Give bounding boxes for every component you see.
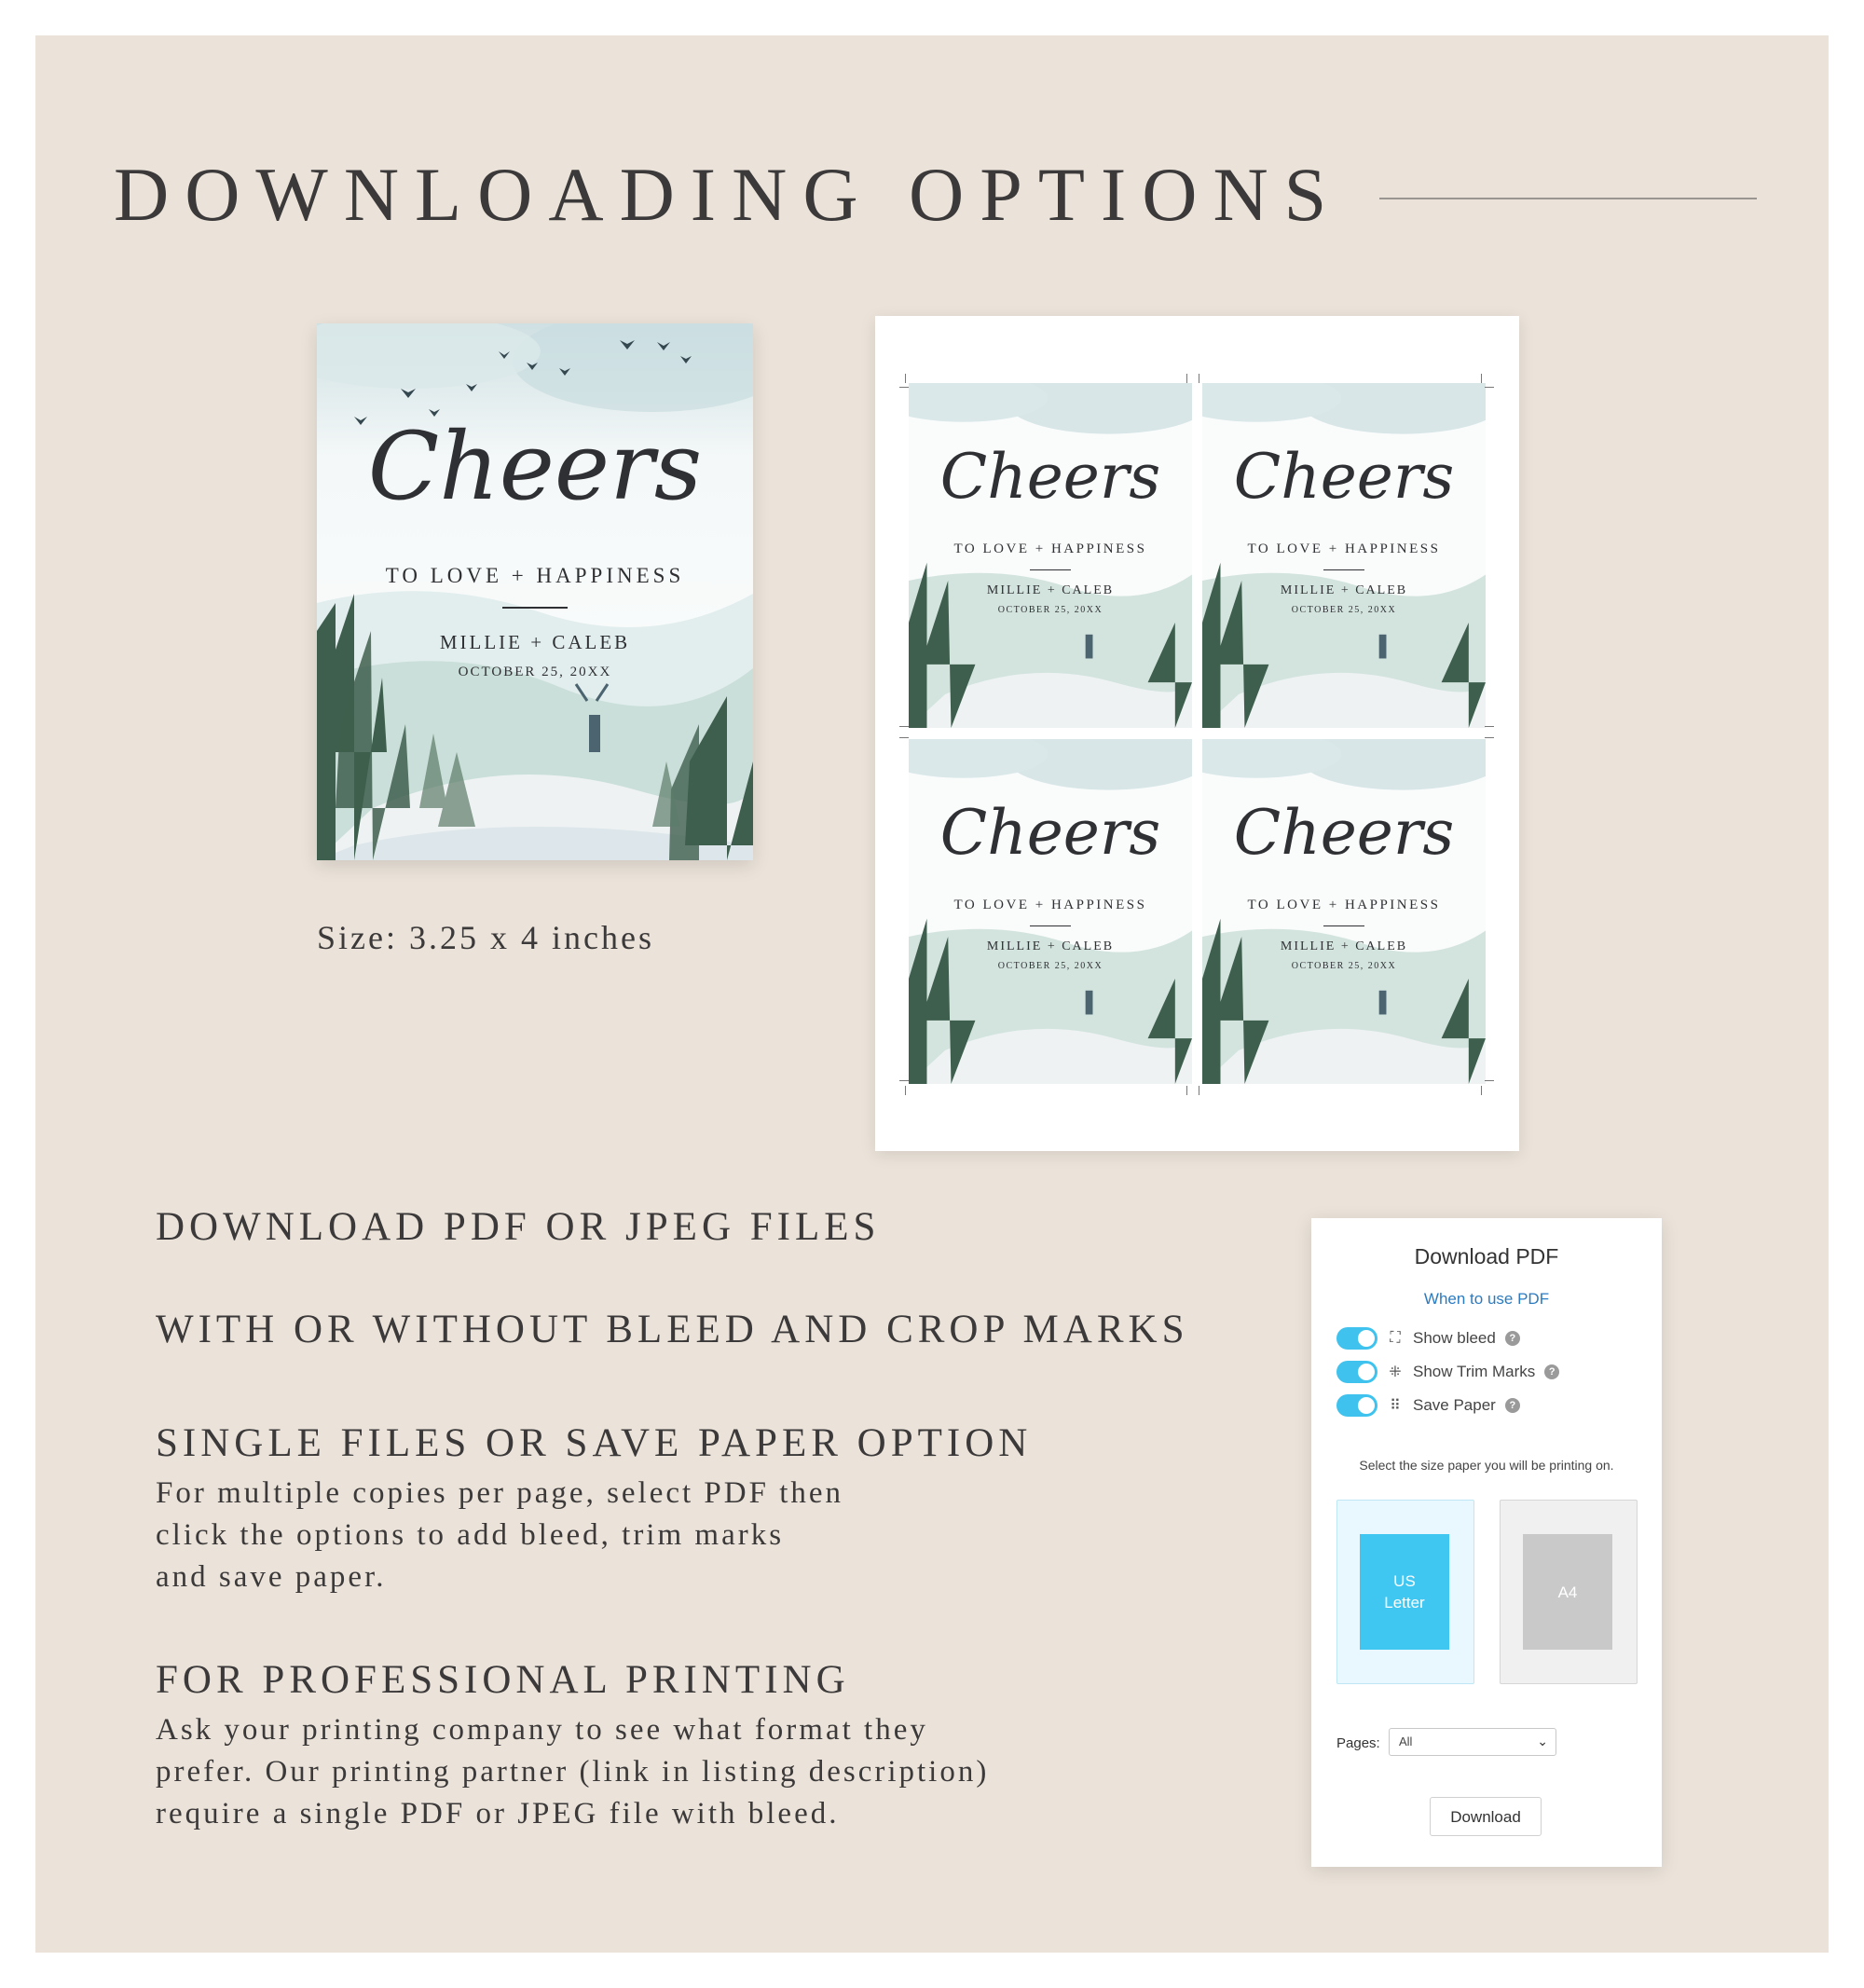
- sheet-card-date: OCTOBER 25, 20XX: [1291, 961, 1397, 971]
- sheet-card-divider: [1323, 569, 1364, 570]
- paper-option-a4[interactable]: A4: [1500, 1500, 1638, 1684]
- trim-mark: [899, 726, 909, 727]
- trim-mark: [899, 387, 909, 388]
- when-to-use-pdf-link[interactable]: When to use PDF: [1423, 1290, 1550, 1308]
- title-divider: [1379, 198, 1757, 199]
- sheet-card-tagline: TO LOVE + HAPPINESS: [953, 898, 1147, 912]
- show-trim-marks-label: Show Trim Marks: [1413, 1363, 1536, 1380]
- trim-mark: [1481, 1086, 1482, 1095]
- trim-mark: [899, 1080, 909, 1081]
- collapse-corners-icon: ⁜: [1389, 1364, 1402, 1380]
- sheet-card-copy: [1202, 739, 1486, 1084]
- grid-icon: ⠿: [1390, 1398, 1401, 1414]
- size-label: Size: 3.25 x 4 inches: [317, 919, 654, 956]
- sheet-card-date: OCTOBER 25, 20XX: [997, 605, 1103, 615]
- sheet-card-names: MILLIE + CALEB: [986, 583, 1115, 597]
- paper-option-us-letter[interactable]: US Letter: [1336, 1500, 1474, 1684]
- sheet-card-names: MILLIE + CALEB: [986, 939, 1115, 953]
- save-paper-heading: SINGLE FILES OR SAVE PAPER OPTION: [156, 1421, 1033, 1465]
- sheet-card-script-title: Cheers: [939, 441, 1161, 513]
- sheet-card-tagline: TO LOVE + HAPPINESS: [1247, 542, 1441, 556]
- download-pdf-dialog: [1311, 1218, 1662, 1867]
- bleed-heading: WITH OR WITHOUT BLEED AND CROP MARKS: [156, 1308, 1189, 1351]
- sheet-card-date: OCTOBER 25, 20XX: [1291, 605, 1397, 615]
- sheet-card-copy: [909, 383, 1192, 728]
- save-paper-sheet-preview: [875, 316, 1519, 1151]
- trim-mark: [1186, 1086, 1187, 1095]
- download-button[interactable]: Download: [1430, 1797, 1542, 1836]
- trim-mark: [1485, 387, 1494, 388]
- trim-mark: [1481, 374, 1482, 383]
- card-names: MILLIE + CALEB: [439, 631, 631, 653]
- card-tagline: TO LOVE + HAPPINESS: [385, 564, 685, 587]
- sheet-card-divider: [1030, 569, 1071, 570]
- pages-select[interactable]: [1389, 1728, 1556, 1756]
- pro-printing-heading: FOR PROFESSIONAL PRINTING: [156, 1658, 850, 1702]
- trim-mark: [905, 374, 906, 383]
- paper-size-note: Select the size paper you will be printing on.: [1359, 1458, 1614, 1473]
- expand-corners-icon: ⛶: [1390, 1330, 1401, 1346]
- trim-mark: [905, 1086, 906, 1095]
- pages-label: Pages:: [1336, 1735, 1380, 1751]
- pro-printing-description: Ask your printing company to see what format they prefer. Our printing partner (link in listing description) require a single PDF or JPEG file with bleed.: [156, 1713, 990, 1830]
- help-icon[interactable]: ?: [1544, 1364, 1559, 1379]
- dialog-title: Download PDF: [1414, 1244, 1559, 1268]
- pages-select-value: All: [1399, 1734, 1413, 1748]
- help-icon[interactable]: ?: [1505, 1331, 1520, 1346]
- page-title: DOWNLOADING OPTIONS: [114, 152, 1343, 237]
- sheet-card-script-title: Cheers: [939, 797, 1161, 869]
- show-bleed-label: Show bleed: [1413, 1329, 1496, 1347]
- card-divider: [502, 607, 568, 609]
- trim-mark: [1186, 374, 1187, 383]
- sheet-card-divider: [1323, 925, 1364, 926]
- sheet-card-divider: [1030, 925, 1071, 926]
- show-trim-marks-option: [1336, 1361, 1559, 1383]
- sheet-card-tagline: TO LOVE + HAPPINESS: [1247, 898, 1441, 912]
- trim-mark: [1485, 1080, 1494, 1081]
- trim-mark: [1485, 726, 1494, 727]
- sheet-card-tagline: TO LOVE + HAPPINESS: [953, 542, 1147, 556]
- watercolor-landscape-illustration: [317, 323, 753, 860]
- save-paper-label: Save Paper: [1413, 1396, 1496, 1414]
- save-paper-toggle[interactable]: [1336, 1394, 1377, 1417]
- trim-mark: [1485, 737, 1494, 738]
- sheet-card-date: OCTOBER 25, 20XX: [997, 961, 1103, 971]
- show-bleed-option: [1336, 1327, 1520, 1350]
- show-bleed-toggle[interactable]: [1336, 1327, 1377, 1350]
- sheet-card-script-title: Cheers: [1233, 441, 1455, 513]
- sheet-card-script-title: Cheers: [1233, 797, 1455, 869]
- sheet-card-names: MILLIE + CALEB: [1280, 583, 1408, 597]
- card-script-title: Cheers: [367, 412, 703, 521]
- sheet-card-names: MILLIE + CALEB: [1280, 939, 1408, 953]
- formats-heading: DOWNLOAD PDF OR JPEG FILES: [156, 1205, 881, 1249]
- help-icon[interactable]: ?: [1505, 1398, 1520, 1413]
- card-date: OCTOBER 25, 20XX: [458, 665, 612, 679]
- save-paper-description: For multiple copies per page, select PDF then click the options to add bleed, trim marks and save paper.: [156, 1476, 844, 1594]
- save-paper-option: [1336, 1394, 1520, 1417]
- sheet-card-copy: [1202, 383, 1486, 728]
- trim-mark: [899, 737, 909, 738]
- card-preview: [317, 323, 753, 860]
- sheet-card-copy: [909, 739, 1192, 1084]
- show-trim-marks-toggle[interactable]: [1336, 1361, 1377, 1383]
- chevron-down-icon: ⌄: [1537, 1734, 1548, 1748]
